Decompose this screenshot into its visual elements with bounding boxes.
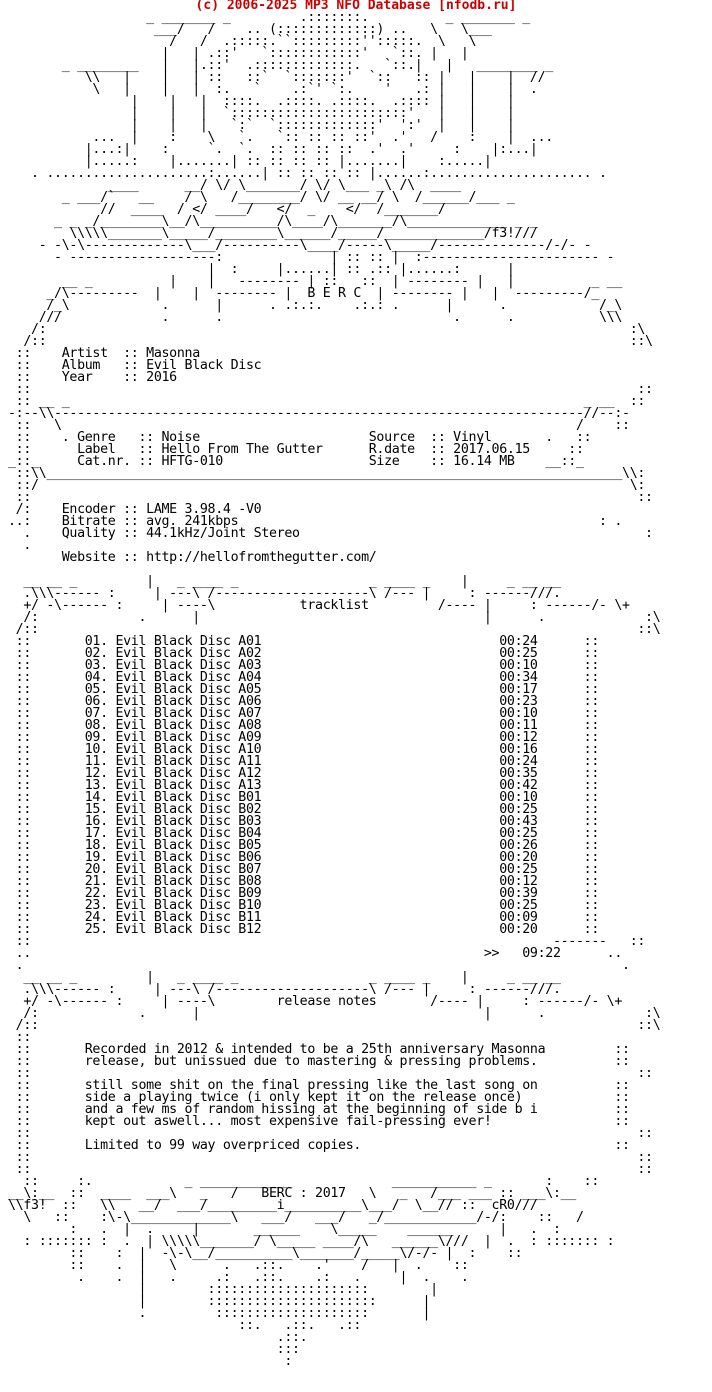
track-row: :: 10. Evil Black Disc A10 00:16 :: (8, 742, 600, 757)
nfo-document (0, 12, 660, 1368)
track-row: :: 14. Evil Black Disc B01 00:10 :: (8, 790, 600, 805)
tracklist-header-line: /: . | | . :\ (8, 610, 661, 625)
logo-art-line: \ | | | :. ` .:`' `:. ' .: | | | . (8, 82, 538, 97)
site-header-link[interactable]: (c) 2006-2025 MP3 NFO Database [nfodb.ru] (195, 0, 517, 13)
frame-line: :: :: (8, 1066, 653, 1081)
encoder-row: /: Encoder :: LAME 3.98.4 -V0 (8, 502, 262, 517)
track-row: :: 09. Evil Black Disc A09 00:12 :: (8, 730, 600, 745)
label-date-row: :: Label :: Hello From The Gutter R.date :: 2017.06.15 :: (8, 442, 584, 457)
footer-art-line: __\:__ :: ____ ___\ _ / BERC : 2017 \ _ /___ ___ :: ___\:__ (8, 1186, 576, 1201)
track-row: :: 13. Evil Black Disc A13 00:42 :: (8, 778, 600, 793)
footer-art-line: : (8, 1354, 292, 1369)
notes-header-line: /:: ::\ (8, 1018, 661, 1033)
track-row: :: 05. Evil Black Disc A05 00:17 :: (8, 682, 600, 697)
logo-art-line: // ____ / </ ____/ </ _ </ /_______/ (8, 202, 446, 217)
track-row: :: 07. Evil Black Disc A07 00:10 :: (8, 706, 600, 721)
notes-line: :: and a few ms of random hissing at the beginning of side b i :: (8, 1102, 630, 1117)
logo-art-line: ____ __/ \/ \_______/ \/ \___ _\ /\ ____ (8, 178, 461, 193)
notes-line: :: kept out aswell... most expensive fail-pressing ever! :: (8, 1114, 630, 1129)
frame-line: . . (8, 958, 630, 973)
bitrate-row: ..: Bitrate :: avg. 241kbps : . (8, 514, 623, 529)
logo-art-line: ___/ / .. (:::::::::::::) .. \ \___ (8, 22, 492, 37)
total-divider: :: ------- :: (8, 934, 646, 949)
logo-art-line: | | .::' `::::::::::::' `::. | | (8, 46, 469, 61)
footer-art-line: :: : | -\-\__/__________\_______/_____\/-/- | : :: (8, 1246, 523, 1261)
footer-art-line: | :::::::::::::::::::::: | (8, 1294, 431, 1309)
footer-art-line: . . | . .: .::. .: . | . . (8, 1270, 469, 1285)
track-row: :: 19. Evil Black Disc B06 00:20 :: (8, 850, 600, 865)
track-row: :: 25. Evil Black Disc B12 00:20 :: (8, 922, 600, 937)
logo-art-line: | : |......| :: .:: |......: | (8, 262, 515, 277)
logo-art-line: / / .:::::.``:::::::::'':::::. \ \ (8, 34, 477, 49)
logo-art-line: _ _______ _ .:::::::. _ _______ _ (8, 10, 530, 25)
logo-art-line: /_\ . | . .:.:. .:.: . | . /_\ (8, 298, 623, 313)
frame-line: :: __ _ _ __ :: (8, 394, 646, 409)
quality-row: . Quality :: 44.1kHz/Joint Stereo : (8, 526, 653, 541)
footer-art-line: . :::::::::::::::::::: | (8, 1306, 431, 1321)
footer-art-line: \ :: :\-\_____________\ ___/ ___/ _/____________/-/: :: / (8, 1210, 584, 1225)
footer-art-line: ::. .::. .:: (8, 1318, 362, 1333)
logo-art-line: _/\--------- | | -------- | B E R C | -------- | | ---------/_ (8, 286, 600, 301)
footer-art-line: : . | . | ______ \_____ ______ | . : (8, 1222, 561, 1237)
tracklist-header-line: /:: ::\ (8, 622, 661, 637)
footer-art-line: :: . | \ . .::. .' / | . :: (8, 1258, 469, 1273)
logo-art-line: | | | `:::::::::::::::::::::::' | | | (8, 106, 515, 121)
logo-art-line: _ ________ | |.::' .:::::::::::::. `::.| | ________ _ (8, 58, 553, 73)
track-row: :: 17. Evil Black Disc B04 00:25 :: (8, 826, 600, 841)
footer-art-line: ::: (8, 1342, 300, 1357)
logo-art-line: - -\-\-------------\___/----------\____/-----\_____/--------------/-/- - (8, 238, 592, 253)
logo-art-line: | | | ::::. .::::. .::::. .:::: | | | (8, 94, 515, 109)
tracklist-header-line: .\\\------ : | ---\ /--------------------\ /--- | : ------///. (8, 586, 561, 601)
track-row: :: 08. Evil Black Disc A08 00:11 :: (8, 718, 600, 733)
notes-line: :: Limited to 99 way overpriced copies. :: (8, 1138, 630, 1153)
album-row: :: Album :: Evil Black Disc (8, 358, 262, 373)
catnr-size-row: _::_ Cat.nr. :: HFTG-010 Size :: 16.14 MB __::_ (8, 454, 584, 469)
footer-art-line: : ::::::: : . | \\\\\_______/ \_____ ____/\ ______\/// | . : ::::::: : (8, 1234, 615, 1249)
notes-line: :: side a playing twice (i only kept it on the release once) :: (8, 1090, 630, 1105)
notes-line: :: release, but unissued due to mastering & pressing problems. :: (8, 1054, 630, 1069)
track-row: :: 02. Evil Black Disc A02 00:25 :: (8, 646, 600, 661)
frame-line: :: (8, 1030, 32, 1045)
logo-art-line: . .....................:......| :: :: :: :: |......:..................... . (8, 166, 607, 181)
logo-art-line: \\ | | | :: ::` `:::::::' `:: :: | | | // (8, 70, 546, 85)
logo-art-line: - -------------------: | :: :: | :----------------------- - (8, 250, 615, 265)
notes-line: :: Recorded in 2012 & intended to be a 25th anniversary Masonna :: (8, 1042, 630, 1057)
footer-art-line: \\f3! :: \\ __/ ___/_________i__________\___/ \__// :: cR0/// (8, 1198, 538, 1213)
track-row: :: 24. Evil Black Disc B11 00:09 :: (8, 910, 600, 925)
notes-header-line: +/ -\------ : | ----\ release notes /---- | : ------/- \+ (8, 994, 623, 1009)
website-row[interactable]: Website :: http://hellofromthegutter.com/ (8, 550, 377, 565)
logo-art-line: _ ___/` __ / \ /________/ \/ __ __/ \ /______/___ _ (8, 190, 515, 205)
track-row: :: 21. Evil Black Disc B08 00:12 :: (8, 874, 600, 889)
logo-art-line: ... | : \ `. `:: :: :: ::' .' / : | ... (8, 130, 553, 145)
notes-header-line: .\\\------ : | ---\ /--------------------\ /--- | : ------///. (8, 982, 561, 997)
track-row: :: 23. Evil Black Disc B10 00:25 :: (8, 898, 600, 913)
genre-source-row: :: . Genre :: Noise Source :: Vinyl . :: (8, 430, 592, 445)
track-row: :: 15. Evil Black Disc B02 00:25 :: (8, 802, 600, 817)
track-row: :: 16. Evil Black Disc B03 00:43 :: (8, 814, 600, 829)
logo-art-line: |.....: |.......| :: :: :: :: |.......| :.....| (8, 154, 492, 169)
track-row: :: 01. Evil Black Disc A01 00:24 :: (8, 634, 600, 649)
tracklist-header-line: +/ -\------ : | ----\ tracklist /---- | : ------/- \+ (8, 598, 630, 613)
logo-art-line: __ _ | | -------- | :: :: | -------- | | _ __ (8, 274, 623, 289)
footer-art-line: | ::::::::::::::::::::: | (8, 1282, 438, 1297)
logo-art-line: \\\\\_______\_____/________\______/_____/_____________/f3!/// (8, 226, 538, 241)
frame-line: /: :\ (8, 322, 646, 337)
artist-row: :: Artist :: Masonna (8, 346, 200, 361)
notes-line: :: still some shit on the final pressing like the last song on :: (8, 1078, 630, 1093)
frame-line: :: :: (8, 1126, 653, 1141)
logo-art-line: | | | `:` `:::::::::::::' ':' | | | (8, 118, 515, 133)
track-row: :: 22. Evil Black Disc B09 00:39 :: (8, 886, 600, 901)
divider-line: ::\\___________________________________________________________________________\\: (8, 466, 646, 481)
frame-line: :: :: (8, 382, 653, 397)
frame-line: :: :: (8, 490, 653, 505)
frame-line: :: \ / :: (8, 418, 630, 433)
frame-line: . (8, 538, 32, 553)
track-row: :: 20. Evil Black Disc B07 00:25 :: (8, 862, 600, 877)
footer-art-line: .::. (8, 1330, 308, 1345)
total-row: .. >> 09:22 .. (8, 946, 623, 961)
track-row: :: 11. Evil Black Disc A11 00:24 :: (8, 754, 600, 769)
track-row: :: 12. Evil Black Disc A12 00:35 :: (8, 766, 600, 781)
logo-art-line: /// . . . . \\\ (8, 310, 623, 325)
footer-art-line: :: :. _ ____________ ___________ _ : :: (8, 1174, 600, 1189)
frame-line: :: :: (8, 1150, 653, 1165)
notes-header-line: __ __ _ | _ ____ _ _ ____ _ | _ __ __ (8, 970, 561, 985)
divider-line: -:--\\---------------------------------------------------------------------//--:- (8, 406, 630, 421)
track-row: :: 04. Evil Black Disc A04 00:34 :: (8, 670, 600, 685)
logo-art-line: |...:| : `. `. :: :: :: :: .' .' : |:...| (8, 142, 538, 157)
frame-line: /:: ::\ (8, 334, 653, 349)
frame-line: :: :: (8, 1162, 653, 1177)
logo-art-line: _ _ _/________\__/\__________/\____/\_______/\_____________ _ _ (8, 214, 538, 229)
frame-line: ::/ \: (8, 478, 646, 493)
year-row: :: Year :: 2016 (8, 370, 177, 385)
tracklist-header-line: __ __ _ | _ ____ _ _ ____ _ | _ __ __ (8, 574, 561, 589)
track-row: :: 18. Evil Black Disc B05 00:26 :: (8, 838, 600, 853)
track-row: :: 03. Evil Black Disc A03 00:10 :: (8, 658, 600, 673)
notes-header-line: /: . | | . :\ (8, 1006, 661, 1021)
track-row: :: 06. Evil Black Disc A06 00:23 :: (8, 694, 600, 709)
